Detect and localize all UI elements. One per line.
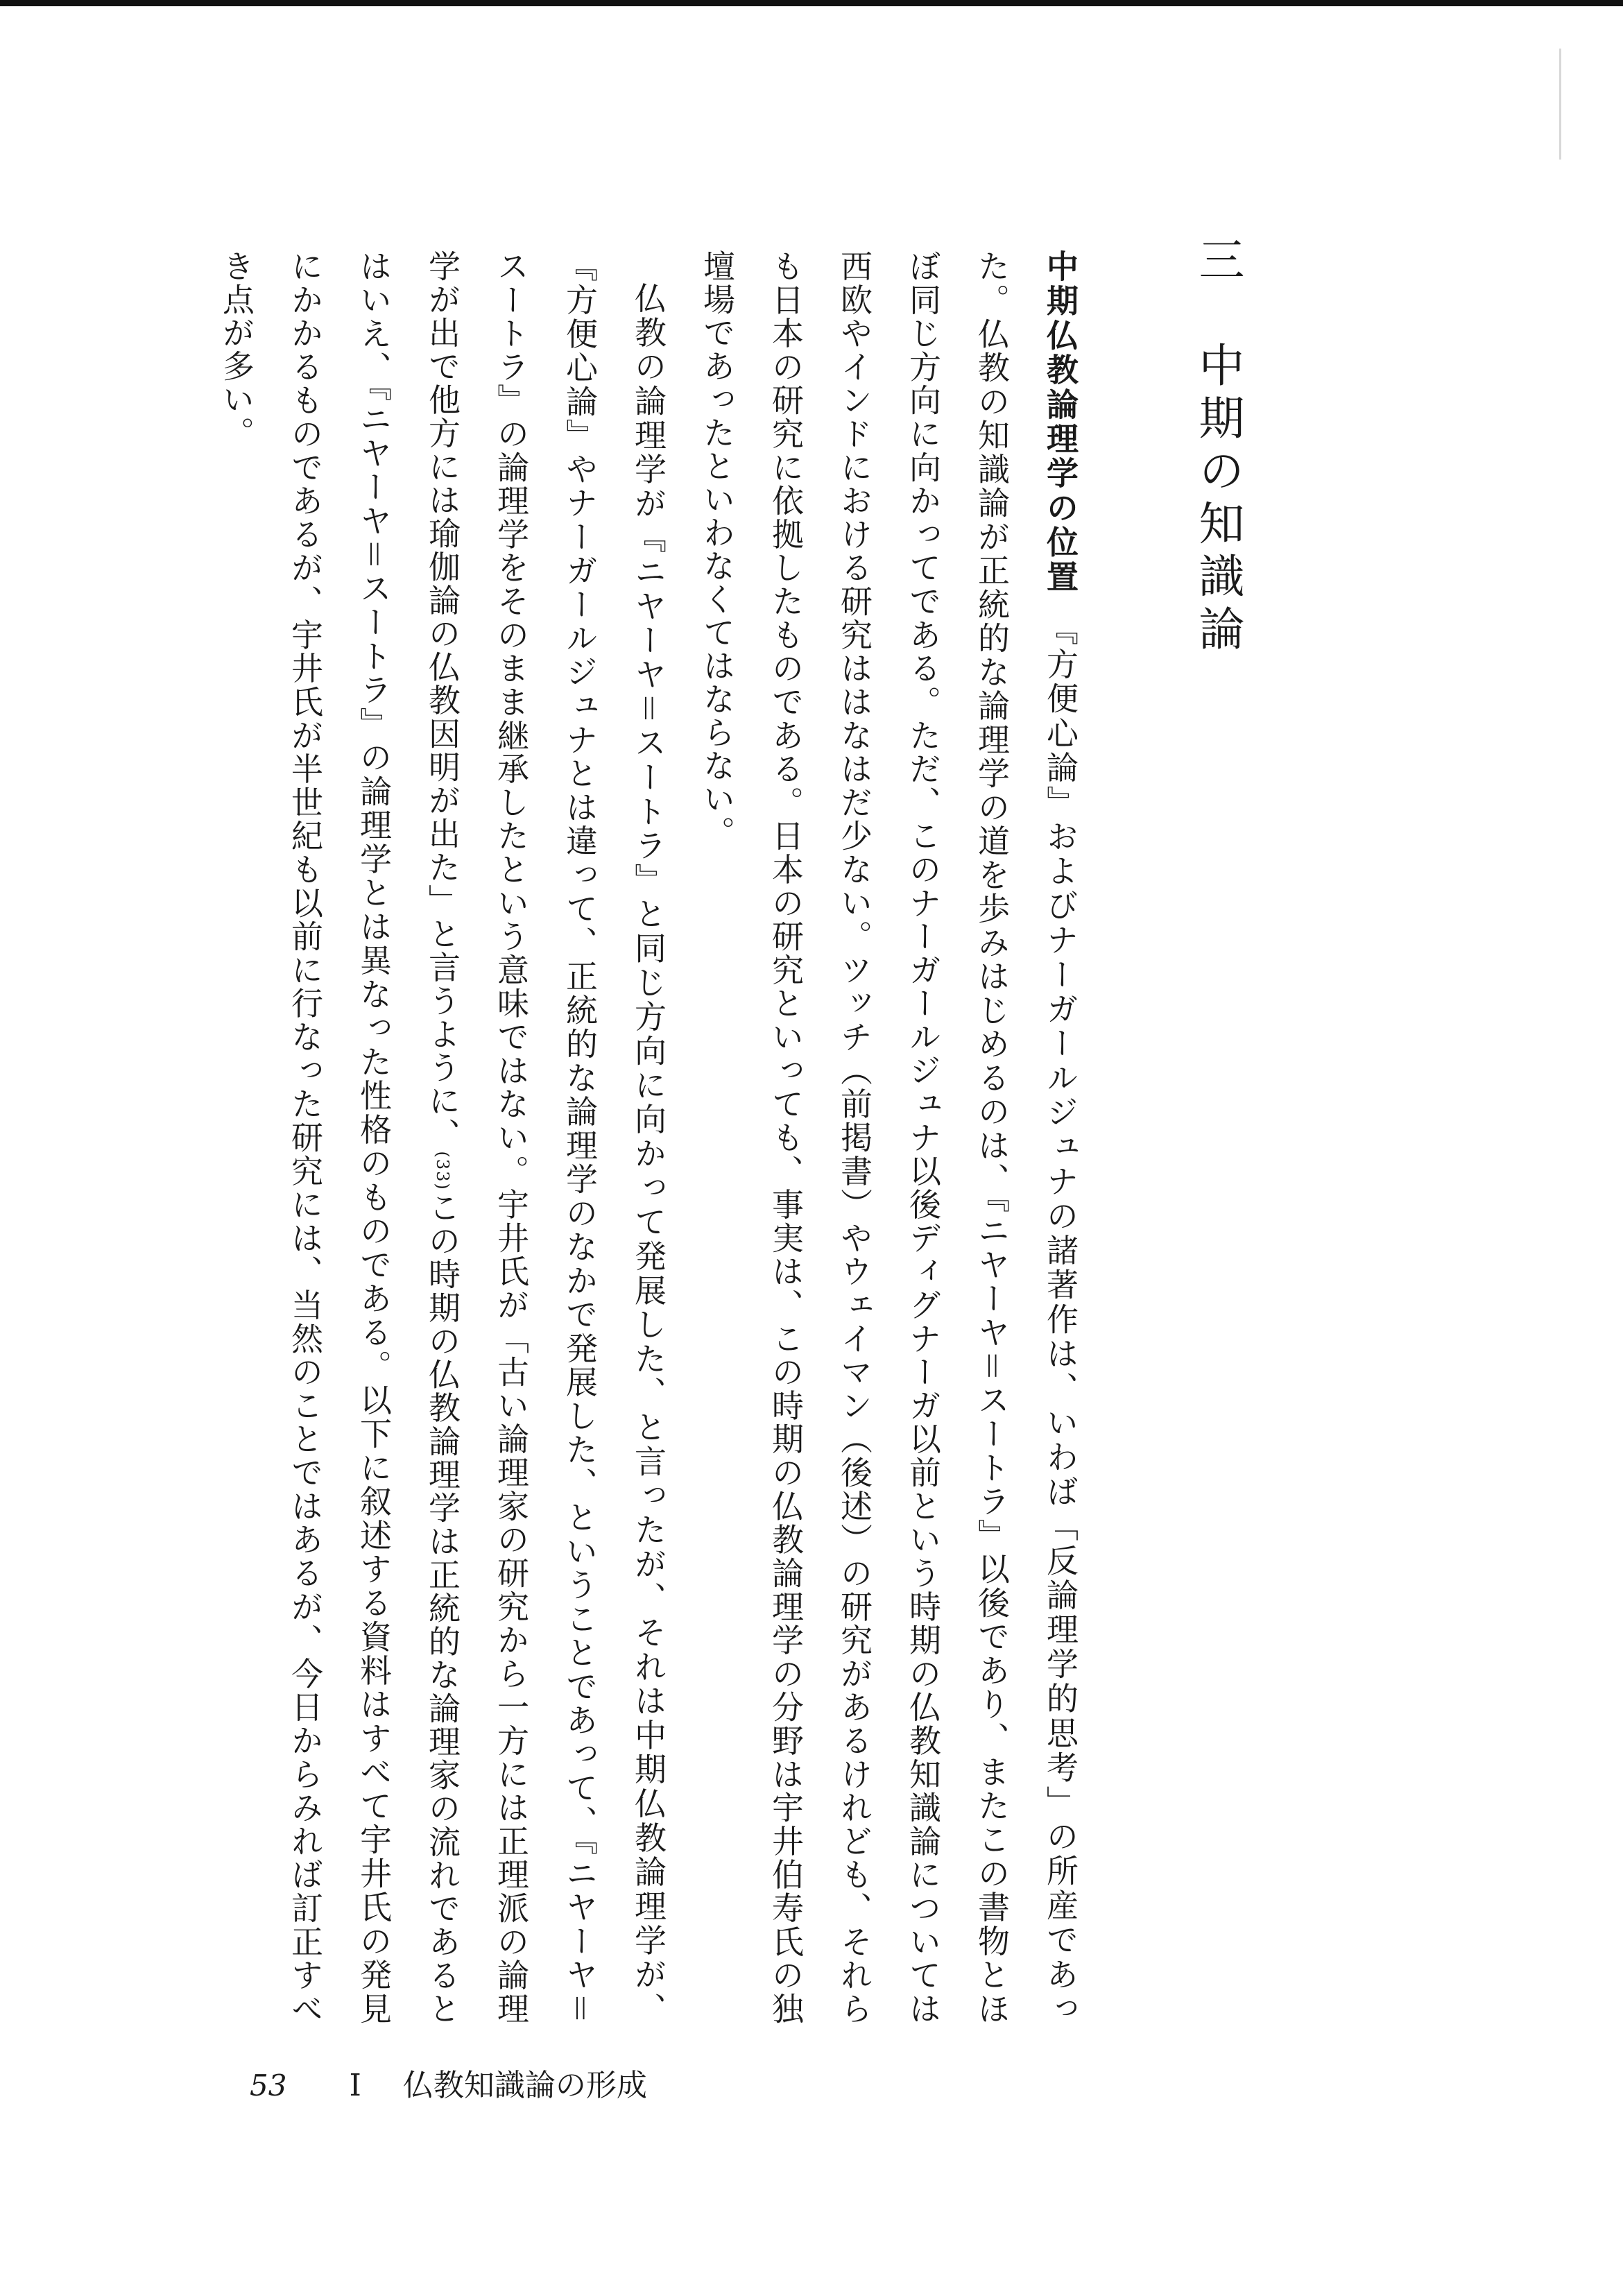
paragraph-2	[202, 250, 682, 2025]
page-footer	[250, 2060, 647, 2105]
paragraph-2-text-b: この時期の仏教論理学は正統的な論理家の流れであるとはいえ、『ニヤーヤ＝スートラ』の論理学とは異なった性格のものである。以下に叙述する資料はすべて宇井氏の発見にかかるものであるが、宇井氏が半世紀も以前に行なった研究には、当然のことではあるが、今日からみれば訂正すべき点が多い。	[218, 250, 461, 2026]
subheading: 中期仏教論理学の位置	[1042, 250, 1079, 595]
scan-margin-mark	[1559, 49, 1561, 160]
paragraph-1	[682, 250, 1094, 2025]
chapter-number: I	[349, 2068, 361, 2103]
paragraph-1-text: 『方便心論』およびナーガールジュナの諸著作は、いわば「反論理学的思考」の所産であった。仏教の知識論が正統的な論理学の道を歩みはじめるのは、『ニヤーヤ＝スートラ』以後であり、またこの書物とほぼ同じ方向に向かってである。ただ、このナーガールジュナ以後ディグナーガ以前という時期の仏教知識論については西欧やインドにおける研究ははなはだ少ない。ツッチ（前掲書）やウェイマン（後述）の研究があるけれども、それらも日本の研究に依拠したものである。日本の研究といっても、事実は、この時期の仏教論理学の分野は宇井伯寿氏の独壇場であったといわなくてはならない。	[698, 250, 1079, 2026]
page-number: 53	[250, 2068, 287, 2102]
footnote-ref: (33)	[433, 1151, 452, 1191]
page-top-rule	[0, 0, 1623, 6]
body-text	[218, 250, 1094, 2026]
chapter-title: 仏教知識論の形成	[402, 2068, 647, 2103]
section-heading: 三 中期の知識論	[1191, 236, 1244, 658]
paragraph-2-text-a: 仏教の論理学が『ニヤーヤ＝スートラ』と同じ方向に向かって発展した、と言ったが、それは中期仏教論理学が、『方便心論』やナーガールジュナとは違って、正統的な論理学のなかで発展した、ということであって、『ニヤーヤ＝スートラ』の論理学をそのまま継承したという意味ではない。宇井氏が「古い論理家の研究から一方には正理派の論理学が出で他方には瑜伽論の仏教因明が出た」と言うように、	[424, 250, 667, 2025]
